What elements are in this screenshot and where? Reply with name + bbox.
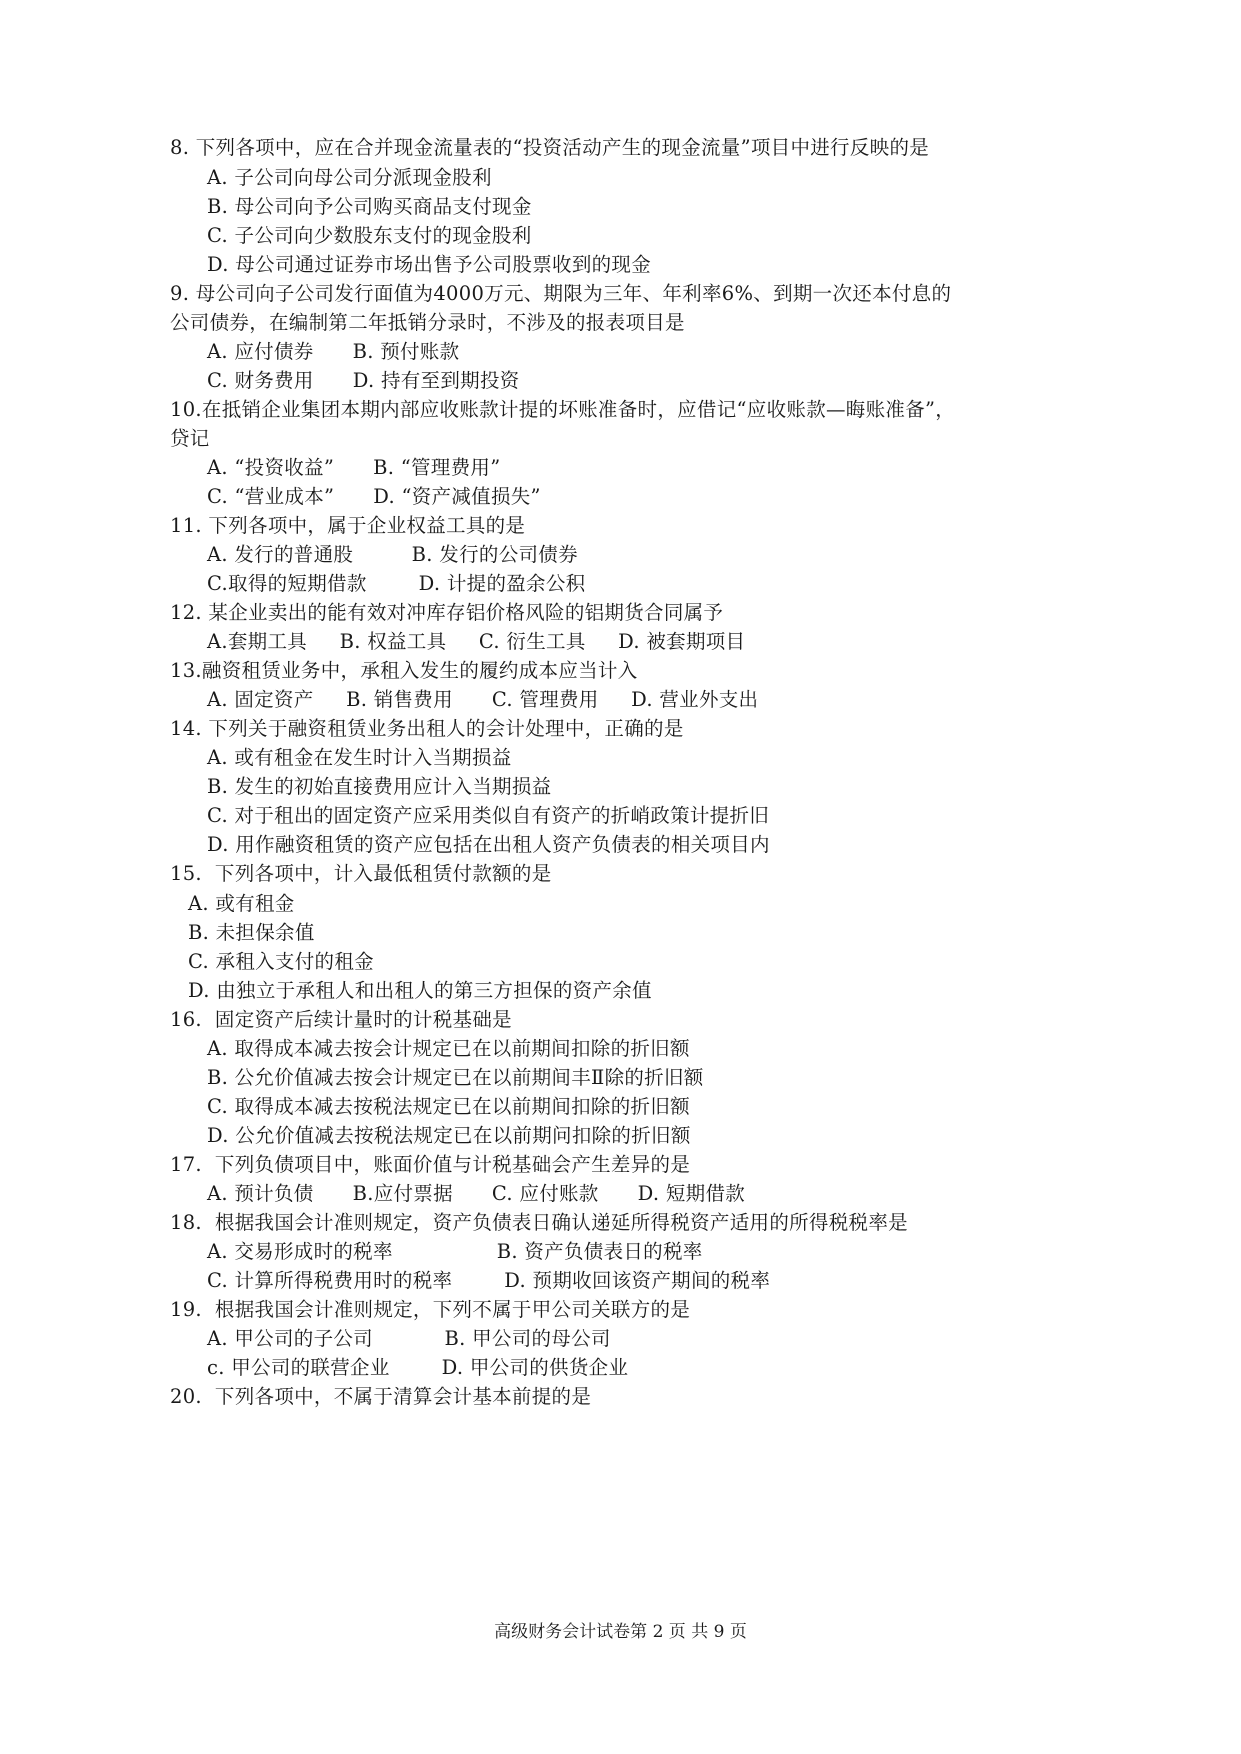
option-row: A. 发行的普通股 B. 发行的公司债券	[207, 543, 578, 566]
option-row: A. 交易形成时的税率 B. 资产负债表日的税率	[207, 1240, 703, 1263]
page-footer: 高级财务会计试卷第 2 页 共 9 页	[494, 1622, 747, 1642]
question-number: 13.	[170, 659, 202, 682]
question-stem: 下列负债项目中，账面价值与计税基础会产生差异的是	[214, 1153, 691, 1176]
question-19	[170, 1296, 690, 1324]
question-number: 12.	[170, 601, 202, 624]
option-row: A.套期工具 B. 权益工具 C. 衍生工具 D. 被套期项目	[207, 630, 746, 653]
option-row: A. 固定资产 B. 销售费用 C. 管理费用 D. 营业外支出	[207, 688, 759, 711]
question-9	[170, 280, 951, 308]
question-11	[170, 512, 525, 540]
question-stem: 根据我国会计准则规定，资产负债表日确认递延所得税资产适用的所得税税率是	[214, 1211, 908, 1234]
question-stem: 母公司向子公司发行面值为4000万元、期限为三年、年利率6%、到期一次还本付息的	[195, 282, 952, 305]
option-row: A. 预计负债 B.应付票据 C. 应付账款 D. 短期借款	[207, 1182, 746, 1205]
option-line: C. 对于租出的固定资产应采用类似自有资产的折峭政策计提折旧	[207, 804, 770, 827]
option-line: D. 由独立于承租人和出租人的第三方担保的资产余值	[188, 979, 652, 1002]
option-row: C. 财务费用 D. 持有至到期投资	[207, 369, 520, 392]
question-stem: 下列关于融资租赁业务出租人的会计处理中，正确的是	[208, 717, 684, 740]
option-row: c. 甲公司的联营企业 D. 甲公司的供货企业	[207, 1356, 629, 1379]
question-number: 8.	[170, 136, 190, 159]
question-stem: 根据我国会计准则规定，下列不属于甲公司关联方的是	[214, 1298, 691, 1321]
question-stem: 下列各项中，不属于清算会计基本前提的是	[214, 1385, 592, 1408]
option-row: A. 应付债券 B. 预付账款	[207, 340, 460, 363]
question-number: 14.	[170, 717, 202, 740]
option-line: B. 发生的初始直接费用应计入当期损益	[207, 775, 552, 798]
question-number: 19.	[170, 1298, 202, 1321]
question-8	[170, 134, 929, 162]
question-stem-continued: 公司债券，在编制第二年抵销分录时，不涉及的报表项目是	[170, 311, 685, 334]
question-16	[170, 1006, 512, 1034]
question-stem: 下列各项中，应在合并现金流量表的“投资活动产生的现金流量”项目中进行反映的是	[195, 136, 930, 159]
question-stem: 某企业卖出的能有效对冲库存铝价格风险的铝期货合同属予	[208, 601, 724, 624]
option-line: A. 取得成本减去按会计规定已在以前期间扣除的折旧额	[207, 1037, 690, 1060]
question-number: 11.	[170, 514, 202, 537]
option-line: A. 或有租金	[188, 892, 295, 915]
question-number: 16.	[170, 1008, 202, 1031]
question-12	[170, 599, 723, 627]
option-line: A. 或有租金在发生时计入当期损益	[207, 746, 512, 769]
option-line: B. 未担保余值	[188, 921, 315, 944]
option-row: C. “营业成本” D. “资产减值损失”	[207, 485, 541, 508]
option-row: C. 计算所得税费用时的税率 D. 预期收回该资产期间的税率	[207, 1269, 771, 1292]
option-line: C. 取得成本减去按税法规定已在以前期间扣除的折旧额	[207, 1095, 690, 1118]
question-stem: 下列各项中，计入最低租赁付款额的是	[214, 862, 552, 885]
option-row: A. 甲公司的子公司 B. 甲公司的母公司	[207, 1327, 611, 1350]
question-stem: 融资租赁业务中，承租入发生的履约成本应当计入	[201, 659, 638, 682]
question-18	[170, 1209, 908, 1237]
option-line: D. 公允价值减去按税法规定已在以前期问扣除的折旧额	[207, 1124, 691, 1147]
option-line: D. 母公司通过证券市场出售予公司股票收到的现金	[207, 253, 652, 276]
question-number: 10.	[170, 398, 202, 421]
question-stem: 在抵销企业集团本期内部应收账款计提的坏账准备时，应借记“应收账款—晦账准备”，	[201, 398, 956, 421]
question-number: 18.	[170, 1211, 202, 1234]
question-20	[170, 1383, 591, 1411]
option-line: C. 子公司向少数股东支付的现金股利	[207, 224, 532, 247]
option-line: B. 公允价值减去按会计规定已在以前期间丰Ⅱ除的折旧额	[207, 1066, 704, 1089]
option-row: A. “投资收益” B. “管理费用”	[207, 456, 501, 479]
question-number: 17.	[170, 1153, 202, 1176]
question-stem-continued: 贷记	[170, 427, 210, 450]
question-number: 20.	[170, 1385, 202, 1408]
question-stem: 下列各项中，属于企业权益工具的是	[208, 514, 526, 537]
option-line: A. 子公司向母公司分派现金股利	[207, 166, 492, 189]
question-10	[170, 396, 955, 424]
question-number: 15.	[170, 862, 202, 885]
question-stem: 固定资产后续计量时的计税基础是	[214, 1008, 512, 1031]
option-row: C.取得的短期借款 D. 计提的盈余公积	[207, 572, 586, 595]
question-17	[170, 1151, 690, 1179]
option-line: B. 母公司向予公司购买商品支付现金	[207, 195, 532, 218]
option-line: D. 用作融资租赁的资产应包括在出租人资产负债表的相关项目内	[207, 833, 770, 856]
question-number: 9.	[170, 282, 190, 305]
option-line: C. 承租入支付的租金	[188, 950, 374, 973]
question-14	[170, 715, 684, 743]
question-15	[170, 860, 552, 888]
question-13	[170, 657, 638, 685]
